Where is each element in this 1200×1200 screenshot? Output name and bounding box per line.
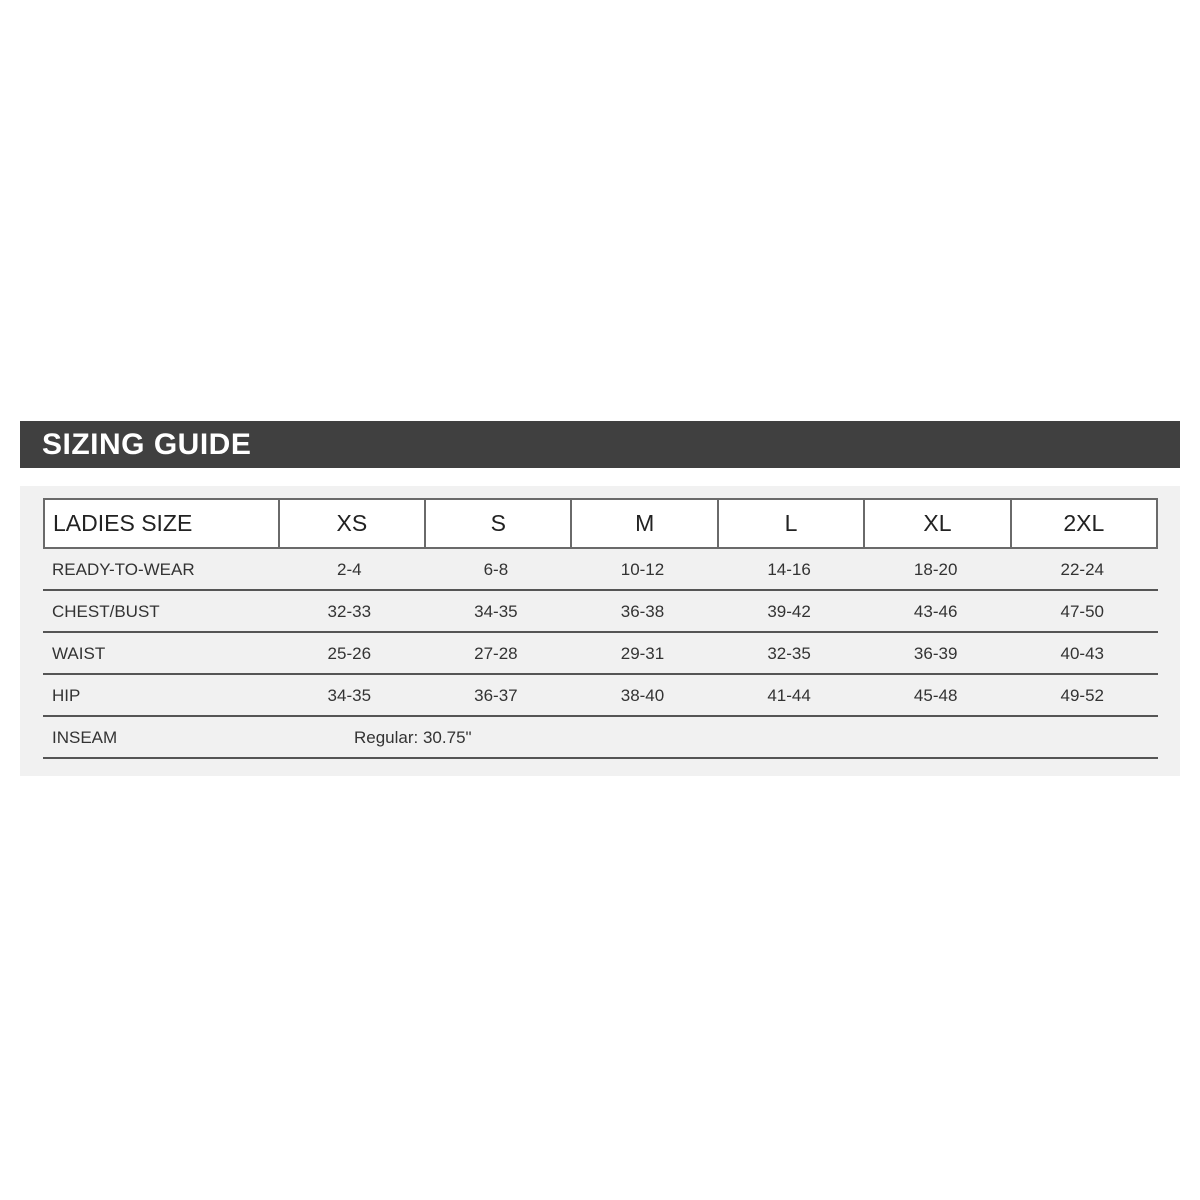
table-row-ready-to-wear (43, 549, 1158, 591)
table-cell: 34-35 (327, 686, 372, 705)
table-cell: 36-39 (913, 644, 958, 663)
table-cell: 25-26 (327, 644, 372, 663)
table-cell: 22-24 (1060, 560, 1104, 579)
table-cell: 32-33 (327, 602, 372, 621)
sizing-guide-title-bar (20, 421, 1180, 468)
table-cell: 39-42 (767, 602, 811, 621)
size-table (43, 498, 1158, 759)
table-cell: 29-31 (620, 644, 665, 663)
table-cell: 45-48 (913, 686, 958, 705)
table-cell: 40-43 (1060, 644, 1104, 663)
table-cell: 36-38 (620, 602, 665, 621)
table-cell: 10-12 (620, 560, 665, 579)
table-header-row (43, 498, 1158, 549)
table-cell: 34-35 (474, 602, 518, 621)
inseam-value: Regular: 30.75" (354, 728, 472, 747)
table-cell: 27-28 (474, 644, 518, 663)
row-label: INSEAM (52, 728, 118, 747)
table-cell: 18-20 (913, 560, 958, 579)
table-cell: 36-37 (474, 686, 518, 705)
header-size-s: S (424, 500, 570, 547)
table-cell: 49-52 (1060, 686, 1104, 705)
header-size-l: L (717, 500, 863, 547)
row-label: HIP (52, 686, 81, 705)
table-cell: 32-35 (767, 644, 811, 663)
table-cell: 6-8 (483, 560, 509, 579)
table-cell: 43-46 (913, 602, 958, 621)
header-size-2xl: 2XL (1010, 500, 1156, 547)
table-cell: 47-50 (1060, 602, 1104, 621)
table-cell: 38-40 (620, 686, 665, 705)
header-ladies-size: LADIES SIZE (53, 510, 193, 536)
header-size-xs: XS (278, 500, 424, 547)
row-label: READY-TO-WEAR (52, 560, 195, 579)
table-cell: 14-16 (767, 560, 811, 579)
row-label: WAIST (52, 644, 106, 663)
table-row-hip (43, 675, 1158, 717)
header-size-m: M (570, 500, 716, 547)
row-label: CHEST/BUST (52, 602, 160, 621)
table-cell: 2-4 (337, 560, 362, 579)
table-cell: 41-44 (767, 686, 811, 705)
table-row-waist (43, 633, 1158, 675)
page-title: SIZING GUIDE (42, 427, 252, 461)
table-row-inseam (43, 717, 1158, 759)
table-row-chest-bust (43, 591, 1158, 633)
header-size-xl: XL (863, 500, 1009, 547)
